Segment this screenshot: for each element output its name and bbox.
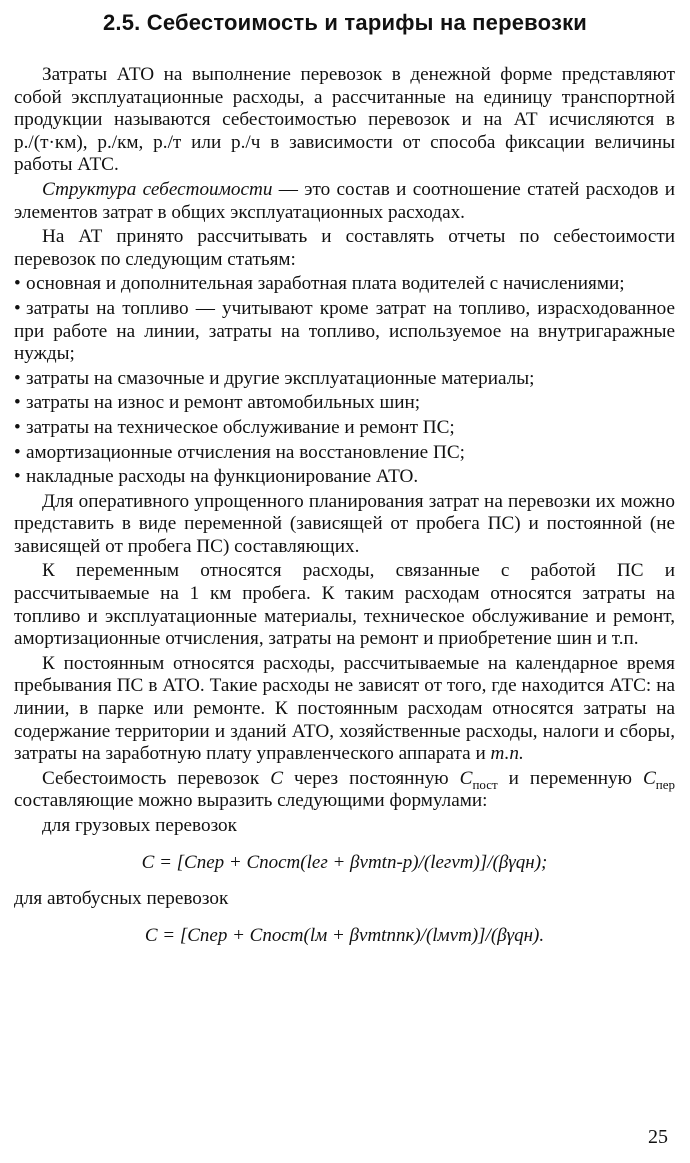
list-item-text: затраты на смазочные и другие эксплуатационные материалы;	[26, 367, 535, 389]
bullet-marker: •	[14, 273, 21, 295]
list-item-text: основная и дополнительная заработная плата водителей с начислениями;	[26, 273, 625, 295]
subscript-post: пост	[472, 776, 498, 792]
symbol-c-per: C	[642, 767, 656, 789]
list-item	[14, 368, 675, 391]
symbol-c-post: C	[459, 767, 473, 789]
list-item	[14, 392, 675, 415]
bullet-marker: •	[14, 441, 21, 463]
list-item-text: затраты на топливо — учитывают кроме затрат на топливо, израсходованное при работе на линии, затраты на топливо, используемое на внутригаражные нужды;	[14, 297, 675, 365]
formula-cargo: C = [Cпер + Cпост(lег + βvтtп-р)/(lегvт)]/(βγqн);	[141, 851, 548, 873]
definition-cost-structure: — это состав и соотношение статей расходов и элементов затрат в общих эксплуатационных расходах.	[14, 178, 675, 223]
bullet-marker: •	[14, 367, 21, 389]
section-heading: 2.5. Себестоимость и тарифы на перевозки	[102, 10, 588, 35]
list-item-text: затраты на техническое обслуживание и ремонт ПС;	[26, 416, 455, 438]
list-item	[14, 466, 675, 489]
paragraph-planning: Для оперативного упрощенного планирования затрат на перевозки их можно представить в виде переменной (зависящей от пробега ПС) и постоянной (не зависящей от пробега ПС) составляющих.	[14, 490, 675, 557]
paragraph-variable-costs: К переменным относятся расходы, связанные с работой ПС и рассчитываемые на 1 км пробега. К таким расходам относятся затраты на топливо и эксплуатационные материалы, техническое обслуживание и ремонт, амортизационные отчисления, затраты на ремонт и приобретение шин и т.п.	[14, 560, 675, 650]
formula-intro-text: составляющие можно выразить следующими формулами:	[14, 790, 488, 812]
formula-intro-text: через постоянную	[283, 767, 460, 789]
term-cost-structure: Структура себестоимости	[42, 178, 273, 200]
list-item	[14, 273, 675, 296]
list-item	[14, 417, 675, 440]
list-item-text: затраты на износ и ремонт автомобильных шин;	[26, 392, 421, 414]
formula-bus: C = [Cпер + Cпост(lм + βvтtппк)/(lмvт)]/(βγqн).	[144, 924, 545, 946]
bullet-marker: •	[14, 392, 21, 414]
fixed-costs-etc: т.п.	[490, 743, 524, 765]
page-number: 25	[648, 1126, 668, 1148]
label-bus-transport: для автобусных перевозок	[14, 888, 229, 910]
formula-intro-text: и переменную	[497, 767, 643, 789]
subscript-per: пер	[655, 776, 675, 792]
bullet-marker: •	[14, 416, 21, 438]
symbol-c: C	[270, 767, 284, 789]
list-item-text: амортизационные отчисления на восстановление ПС;	[26, 441, 465, 463]
list-item-text: накладные расходы на функционирование АТО.	[26, 466, 419, 488]
paragraph-cost-formula-intro	[14, 768, 675, 813]
list-item	[14, 298, 675, 366]
bullet-marker: •	[14, 466, 21, 488]
paragraph-costs-intro: Затраты АТО на выполнение перевозок в денежной форме представляют собой эксплуатационные расходы, а рассчитанные на единицу транспортной продукции называются себестоимостью перевозок и на АТ исчисляются в р./(т·км), р./км, р./т или р./ч в зависимости от способа фиксации величины работы АТС.	[14, 64, 675, 176]
list-item	[14, 442, 675, 465]
formula-intro-text: Себестоимость перевозок	[42, 767, 271, 789]
label-cargo-transport: для грузовых перевозок	[42, 815, 237, 836]
paragraph-cost-structure	[14, 179, 675, 224]
bullet-marker: •	[14, 297, 21, 319]
fixed-costs-text: К постоянным относятся расходы, рассчитываемые на календарное время пребывания ПС в АТО. Такие расходы не зависят от того, где находится АТС: на линии, в парке или ремонте. К постоянным расходам относятся затраты на содержание территории и зданий АТО, хозяйственные расходы, налоги и сборы, затраты на заработную плату управленческого аппарата и	[14, 652, 675, 765]
paragraph-cost-items-intro: На АТ принято рассчитывать и составлять отчеты по себестоимости перевозок по следующим статьям:	[14, 226, 675, 270]
body-text	[14, 64, 675, 961]
paragraph-fixed-costs	[14, 653, 675, 766]
